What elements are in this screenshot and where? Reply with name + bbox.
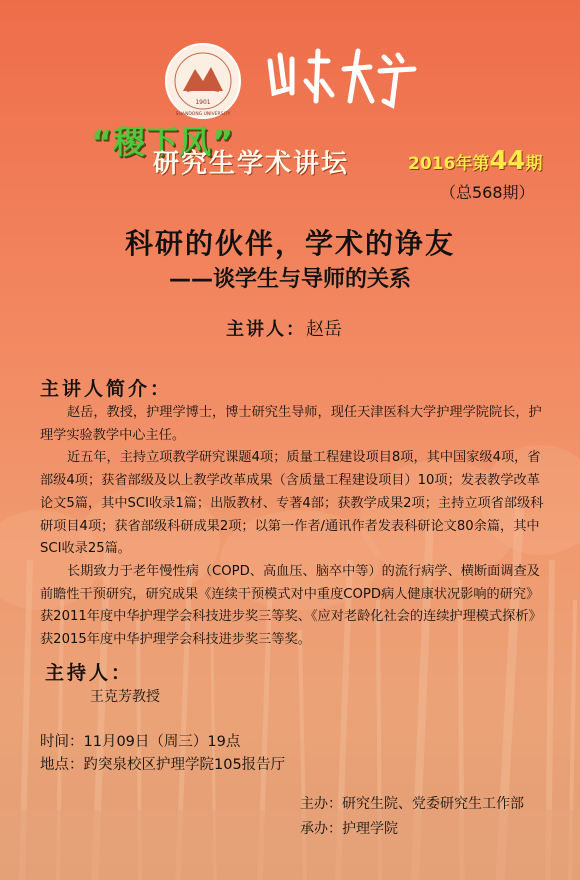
event-place: 地点：趵突泉校区护理学院105报告厅 <box>40 757 286 773</box>
co-organizer: 承办：护理学院 <box>300 821 398 837</box>
university-emblem-icon <box>163 41 243 121</box>
host-heading: 主持人： <box>45 662 134 684</box>
forum-brand: “稷下风” <box>91 123 235 161</box>
issue-suffix: 期 <box>525 154 543 174</box>
forum-series-title: 研究生学术讲坛 <box>153 149 350 179</box>
event-time: 时间：11月09日（周三）19点 <box>40 734 241 750</box>
lecture-subtitle: ——谈学生与导师的关系 <box>168 267 411 292</box>
issue-year: 2016年第 <box>408 154 490 174</box>
bio-paragraph: 近五年，主持立项教学研究课题4项；质量工程建设项目8项，其中国家级4项，省部级4项；获省部级及以上教学改革成果（含质量工程建设项目）10项；发表教学改革论文5篇，其中SCI收录1篇；出版教材、专著4部；获教学成果2项；主持立项省部级科研项目4项；获省部级科研成果2项；以第一作者/通讯作者发表科研论文80余篇，其中SCI收录25篇。 <box>40 450 544 557</box>
host-name: 王克芳教授 <box>90 689 160 705</box>
bio-heading: 主讲人简介： <box>40 378 173 400</box>
speaker-line <box>226 315 342 341</box>
speaker-label: 主讲人： <box>226 319 306 340</box>
speaker-name: 赵岳 <box>306 319 342 340</box>
university-calligraphy-logo <box>262 41 422 111</box>
bio-paragraph: 赵岳，教授，护理学博士，博士研究生导师，现任天津医科大学护理学院院长，护理学实验教学中心主任。 <box>40 405 542 443</box>
host-organizer: 主办：研究生院、党委研究生工作部 <box>300 796 524 812</box>
svg-text:1901: 1901 <box>195 99 211 106</box>
bio-paragraph: 长期致力于老年慢性病（COPD、高血压、脑卒中等）的流行病学、横断面调查及前瞻性干预研究，研究成果《连续干预模式对中重度COPD病人健康状况影响的研究》获2011年度中华护理学会科技进步奖三等奖、《应对老龄化社会的连续护理模式探析》获2015年度中华护理学会科技进步奖三等奖。 <box>40 563 542 648</box>
lecture-title: 科研的伙伴，学术的诤友 <box>124 227 455 260</box>
issue-count: 44 <box>489 146 526 176</box>
speaker-bio <box>40 402 545 652</box>
svg-text:SHANDONG UNIVERSITY: SHANDONG UNIVERSITY <box>175 112 231 117</box>
issue-number <box>408 146 543 176</box>
total-issue: （总568期） <box>440 183 535 202</box>
